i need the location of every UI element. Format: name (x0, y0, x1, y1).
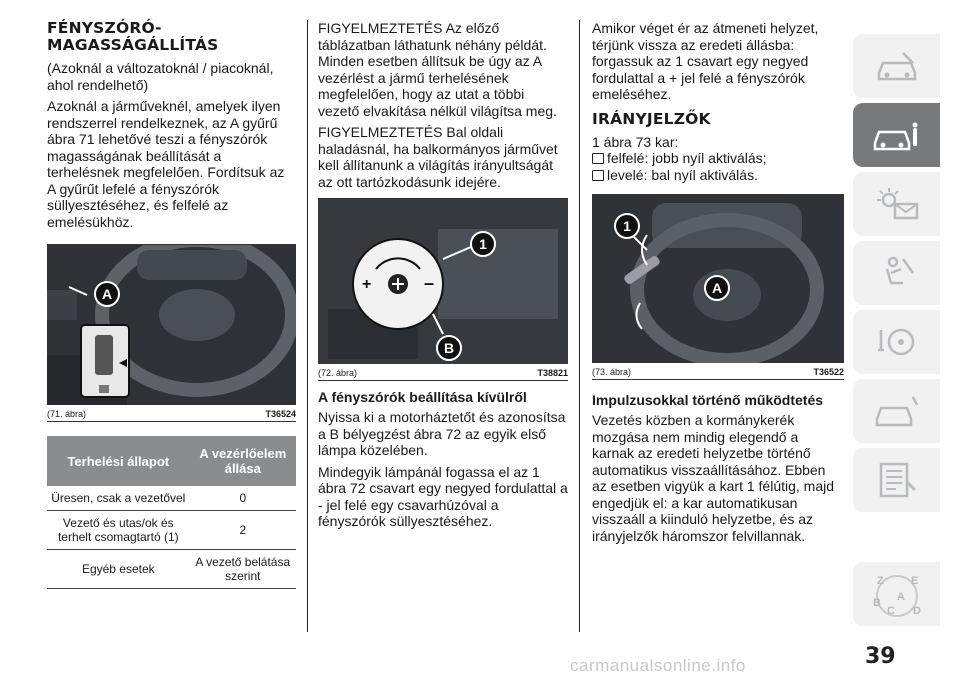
car-info-icon (871, 117, 923, 153)
figure-label-1: 1 (470, 231, 496, 257)
paragraph: FIGYELMEZTETÉS Bal oldali haladásnál, ha balkormányos járművet kell állítanunk a világítás irányultságát az ott tartózkodásunk idejére. (318, 124, 558, 190)
svg-text:–: – (424, 273, 435, 293)
table-cell: 0 (190, 486, 296, 511)
figure-code: T38821 (537, 368, 568, 378)
figure-label-1: 1 (614, 213, 640, 239)
figure-label-a: A (704, 275, 730, 301)
column-1 (47, 20, 296, 589)
svg-text:B: B (872, 597, 881, 609)
column-divider (307, 20, 308, 632)
sidebar-tab-emergency[interactable] (853, 379, 940, 443)
figure-label-a: A (94, 281, 120, 307)
caption-text: (71. ábra) (47, 409, 87, 419)
sidebar-tab-starting[interactable] (853, 310, 940, 374)
svg-text:D: D (912, 605, 921, 617)
checkbox-bullet-icon (592, 153, 604, 164)
figure-code: T36522 (813, 367, 844, 377)
table-header: Terhelési állapot (47, 436, 190, 486)
car-service-icon (873, 393, 921, 429)
page-number: 39 (865, 644, 896, 669)
checkbox-bullet-icon (592, 170, 604, 181)
airbag-seat-icon (873, 255, 921, 291)
svg-text:Z: Z (876, 575, 884, 587)
figure-caption (318, 364, 568, 381)
table-row (47, 550, 296, 589)
table-cell: 2 (190, 511, 296, 550)
section-heading-indicators: IRÁNYJELZŐK (592, 109, 711, 128)
load-settings-table (47, 436, 296, 589)
figure-72 (318, 198, 568, 381)
paragraph: 1 ábra 73 kar: (592, 133, 679, 150)
checklist-icon (873, 462, 921, 498)
svg-text:A: A (896, 591, 905, 603)
paragraph: FIGYELMEZTETÉS Az előző táblázatban láthatunk néhány példát. Minden esetben állítsuk be úgy az A vezérlést a jármű terhelésének megfelelően, hogy az utat a többi vezető elvakítása nélkül világítsa meg. (318, 20, 557, 119)
table-cell: Üresen, csak a vezetővel (47, 486, 190, 511)
caption-text: (72. ábra) (318, 368, 358, 378)
figure-image-steering (592, 195, 844, 363)
sidebar-tab-lights[interactable] (853, 172, 940, 236)
svg-text:E: E (910, 575, 918, 587)
figure-73 (592, 194, 844, 380)
list-item-text: levelé: bal nyíl aktiválás. (607, 167, 758, 183)
sidebar-tab-maintenance[interactable] (853, 448, 940, 512)
table-row (47, 486, 296, 511)
figure-71 (47, 244, 296, 422)
table-row (47, 511, 296, 550)
table-cell: A vezető belátása szerint (190, 550, 296, 589)
car-dashboard-icon (873, 49, 921, 83)
paragraph: Mindegyik lámpánál fogassa el az 1 ábra 72 csavart egy negyed fordulattal a - jel felé egy csavarhúzóval a fényszórók süllyesztéséhez. (318, 463, 568, 529)
watermark: carmanualsonline.info (570, 656, 746, 675)
figure-caption (47, 405, 296, 422)
svg-text:+: + (362, 276, 372, 293)
svg-text:C: C (886, 605, 895, 617)
subheading: A fényszórók beállítása kívülről (318, 389, 527, 405)
sidebar-tab-dashboard[interactable] (853, 34, 940, 98)
dashboard-illustration (47, 245, 296, 405)
figure-image-dashboard (47, 245, 296, 405)
table-header: A vezérlőelem állása (190, 436, 296, 486)
paragraph: Azoknál a járműveknél, amelyek ilyen rendszerrel rendelkeznek, az A gyűrű ábra 71 lehetővé teszi a fényszórók magasságának beállítását a terhelésnek megfelelően. Fordítsuk az A gyűrűt lefelé a fényszórók süllyesztéséhez, és felfelé az emelésükhöz. (47, 98, 285, 230)
sidebar-tab-car-info[interactable] (853, 103, 940, 167)
list-item (592, 150, 844, 167)
light-mail-icon (873, 186, 921, 222)
column-3 (592, 20, 844, 549)
table-cell: Vezető és utas/ok és terhelt csomagtartó (1) (47, 511, 190, 550)
figure-code: T36524 (265, 409, 296, 419)
figure-caption (592, 363, 844, 380)
paragraph: (Azoknál a változatoknál / piacoknál, ahol rendelhető) (47, 60, 274, 93)
paragraph: Nyissa ki a motorháztetőt és azonosítsa a B bélyegzést ábra 72 az egyik első lámpa közelében. (318, 409, 566, 458)
list-item-text: felfelé: jobb nyíl aktiválás; (607, 150, 767, 166)
figure-image-engine-bay (318, 199, 568, 364)
paragraph: Amikor véget ér az átmeneti helyzet, térjünk vissza az eredeti állásba: forgassuk az 1 csavart egy negyed fordulattal a + jel felé a fényszórók emeléséhez. (592, 20, 819, 102)
sidebar-tab-safety[interactable] (853, 241, 940, 305)
column-2 (318, 20, 568, 535)
paragraph: Vezetés közben a kormánykerék mozgása nem mindig elegendő a karnak az eredeti helyzetbe történő automatikus visszaállításához. Ebben az esetben vigyük a kart 1 félútig, majd engedjük el: a kar automatikusan visszaáll a kiinduló helyzetbe, és az irányjelzők háromszor felvillannak. (592, 412, 835, 544)
steering-wheel-key-icon (873, 324, 921, 360)
sidebar-tab-index[interactable] (853, 562, 940, 626)
column-divider (579, 20, 580, 632)
subheading: Impulzusokkal történő működtetés (592, 392, 824, 408)
figure-label-b: B (436, 335, 462, 361)
section-heading-headlight-levelling: FÉNYSZÓRÓ- MAGASSÁGÁLLÍTÁS (47, 19, 219, 54)
caption-text: (73. ábra) (592, 367, 632, 377)
list-item (592, 167, 844, 184)
alphabet-index-icon (867, 570, 927, 618)
table-cell: Egyéb esetek (47, 550, 190, 589)
